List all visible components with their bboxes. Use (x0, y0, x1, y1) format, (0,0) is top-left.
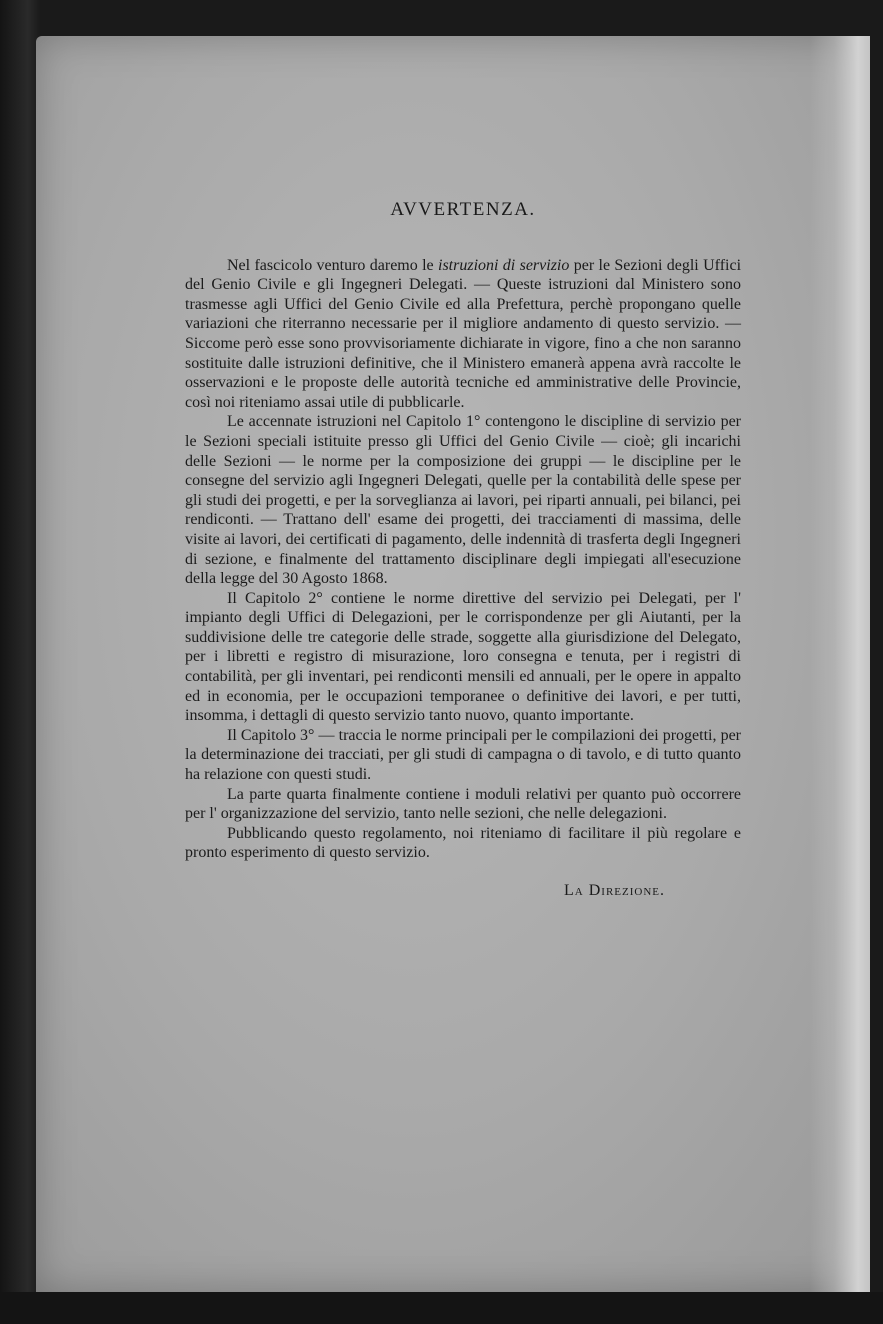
scan-bottom-band (0, 1292, 883, 1324)
paragraph-2: Le accennate istruzioni nel Capitolo 1° contengono le discipline di servizio per le Sezioni speciali istituite presso gli Uffici del Genio Civile — cioè; gli incarichi delle Sezioni — le norme per la composizione dei gruppi — le discipline per le consegne del servizio agli Ingegneri Delegati, quelle per la contabilità delle spese per gli studi dei progetti, e per la sorveglianza ai lavori, pei riparti annuali, pei bilanci, pei rendiconti. — Trattano dell' esame dei progetti, dei tracciamenti di massima, delle visite ai lavori, dei certificati di pagamento, delle indennità di trasferta degli Ingegneri di sezione, e finalmente del trattamento disciplinare degli impiegati all'esecuzione della legge del 30 Agosto 1868. (185, 413, 741, 588)
paragraph-1-after: per le Sezioni degli Uffici del Genio Civile e gli Ingegneri Delegati. — Queste istruzioni dal Ministero sono trasmesse agli Uffici del Genio Civile ed alla Prefettura, perchè propongano quelle variazioni che riterranno necessarie per il migliore andamento di questo servizio. — Siccome però esse sono provvisoriamente dichiarate in vigore, fino a che non saranno sostituite dalle istruzioni definitive, che il Ministero emanerà appena avrà raccolte le osservazioni e le proposte delle autorità tecniche ed amministrative delle Provincie, così noi riteniamo assai utile di pubblicarle. (185, 256, 742, 411)
paragraph-1-before: Nel fascicolo venturo daremo le (227, 256, 438, 274)
paragraph-4: Il Capitolo 3° — traccia le norme principali per le compilazioni dei progetti, per la determinazione dei tracciati, per gli studi di campagna o di tavolo, e di tutto quanto ha relazione con questi studi. (185, 726, 741, 784)
paragraph-1-italic: istruzioni di servizio (438, 256, 570, 274)
paragraph-6: Pubblicando questo regolamento, noi riteniamo di facilitare il più regolare e pronto esperimento di questo servizio. (185, 824, 741, 862)
signature: La Direzione. (564, 882, 665, 899)
page-edge (810, 36, 870, 1292)
page-title: AVVERTENZA. (390, 199, 536, 220)
paragraph-1 (185, 256, 741, 413)
text-block (185, 200, 741, 901)
paragraph-5: La parte quarta finalmente contiene i moduli relativi per quanto può occorrere per l' organizzazione del servizio, tanto nelle sezioni, che nelle delegazioni. (185, 785, 741, 823)
paragraph-3: Il Capitolo 2° contiene le norme direttive del servizio pei Delegati, per l' impianto degli Uffici di Delegazioni, per le corrispondenze per gli Aiutanti, per la suddivisione delle tre categorie delle strade, soggette alla giurisdizione del Delegato, per i libretti e registro di misurazione, loro consegna e tenuta, per i registri di contabilità, per gli inventari, pei rendiconti mensili ed annuali, per le opere in appalto ed in economia, per le occupazioni temporanee o definitive dei lavori, e per tutti, insomma, i dettagli di questo servizio tanto nuovo, quanto importante. (185, 589, 741, 725)
